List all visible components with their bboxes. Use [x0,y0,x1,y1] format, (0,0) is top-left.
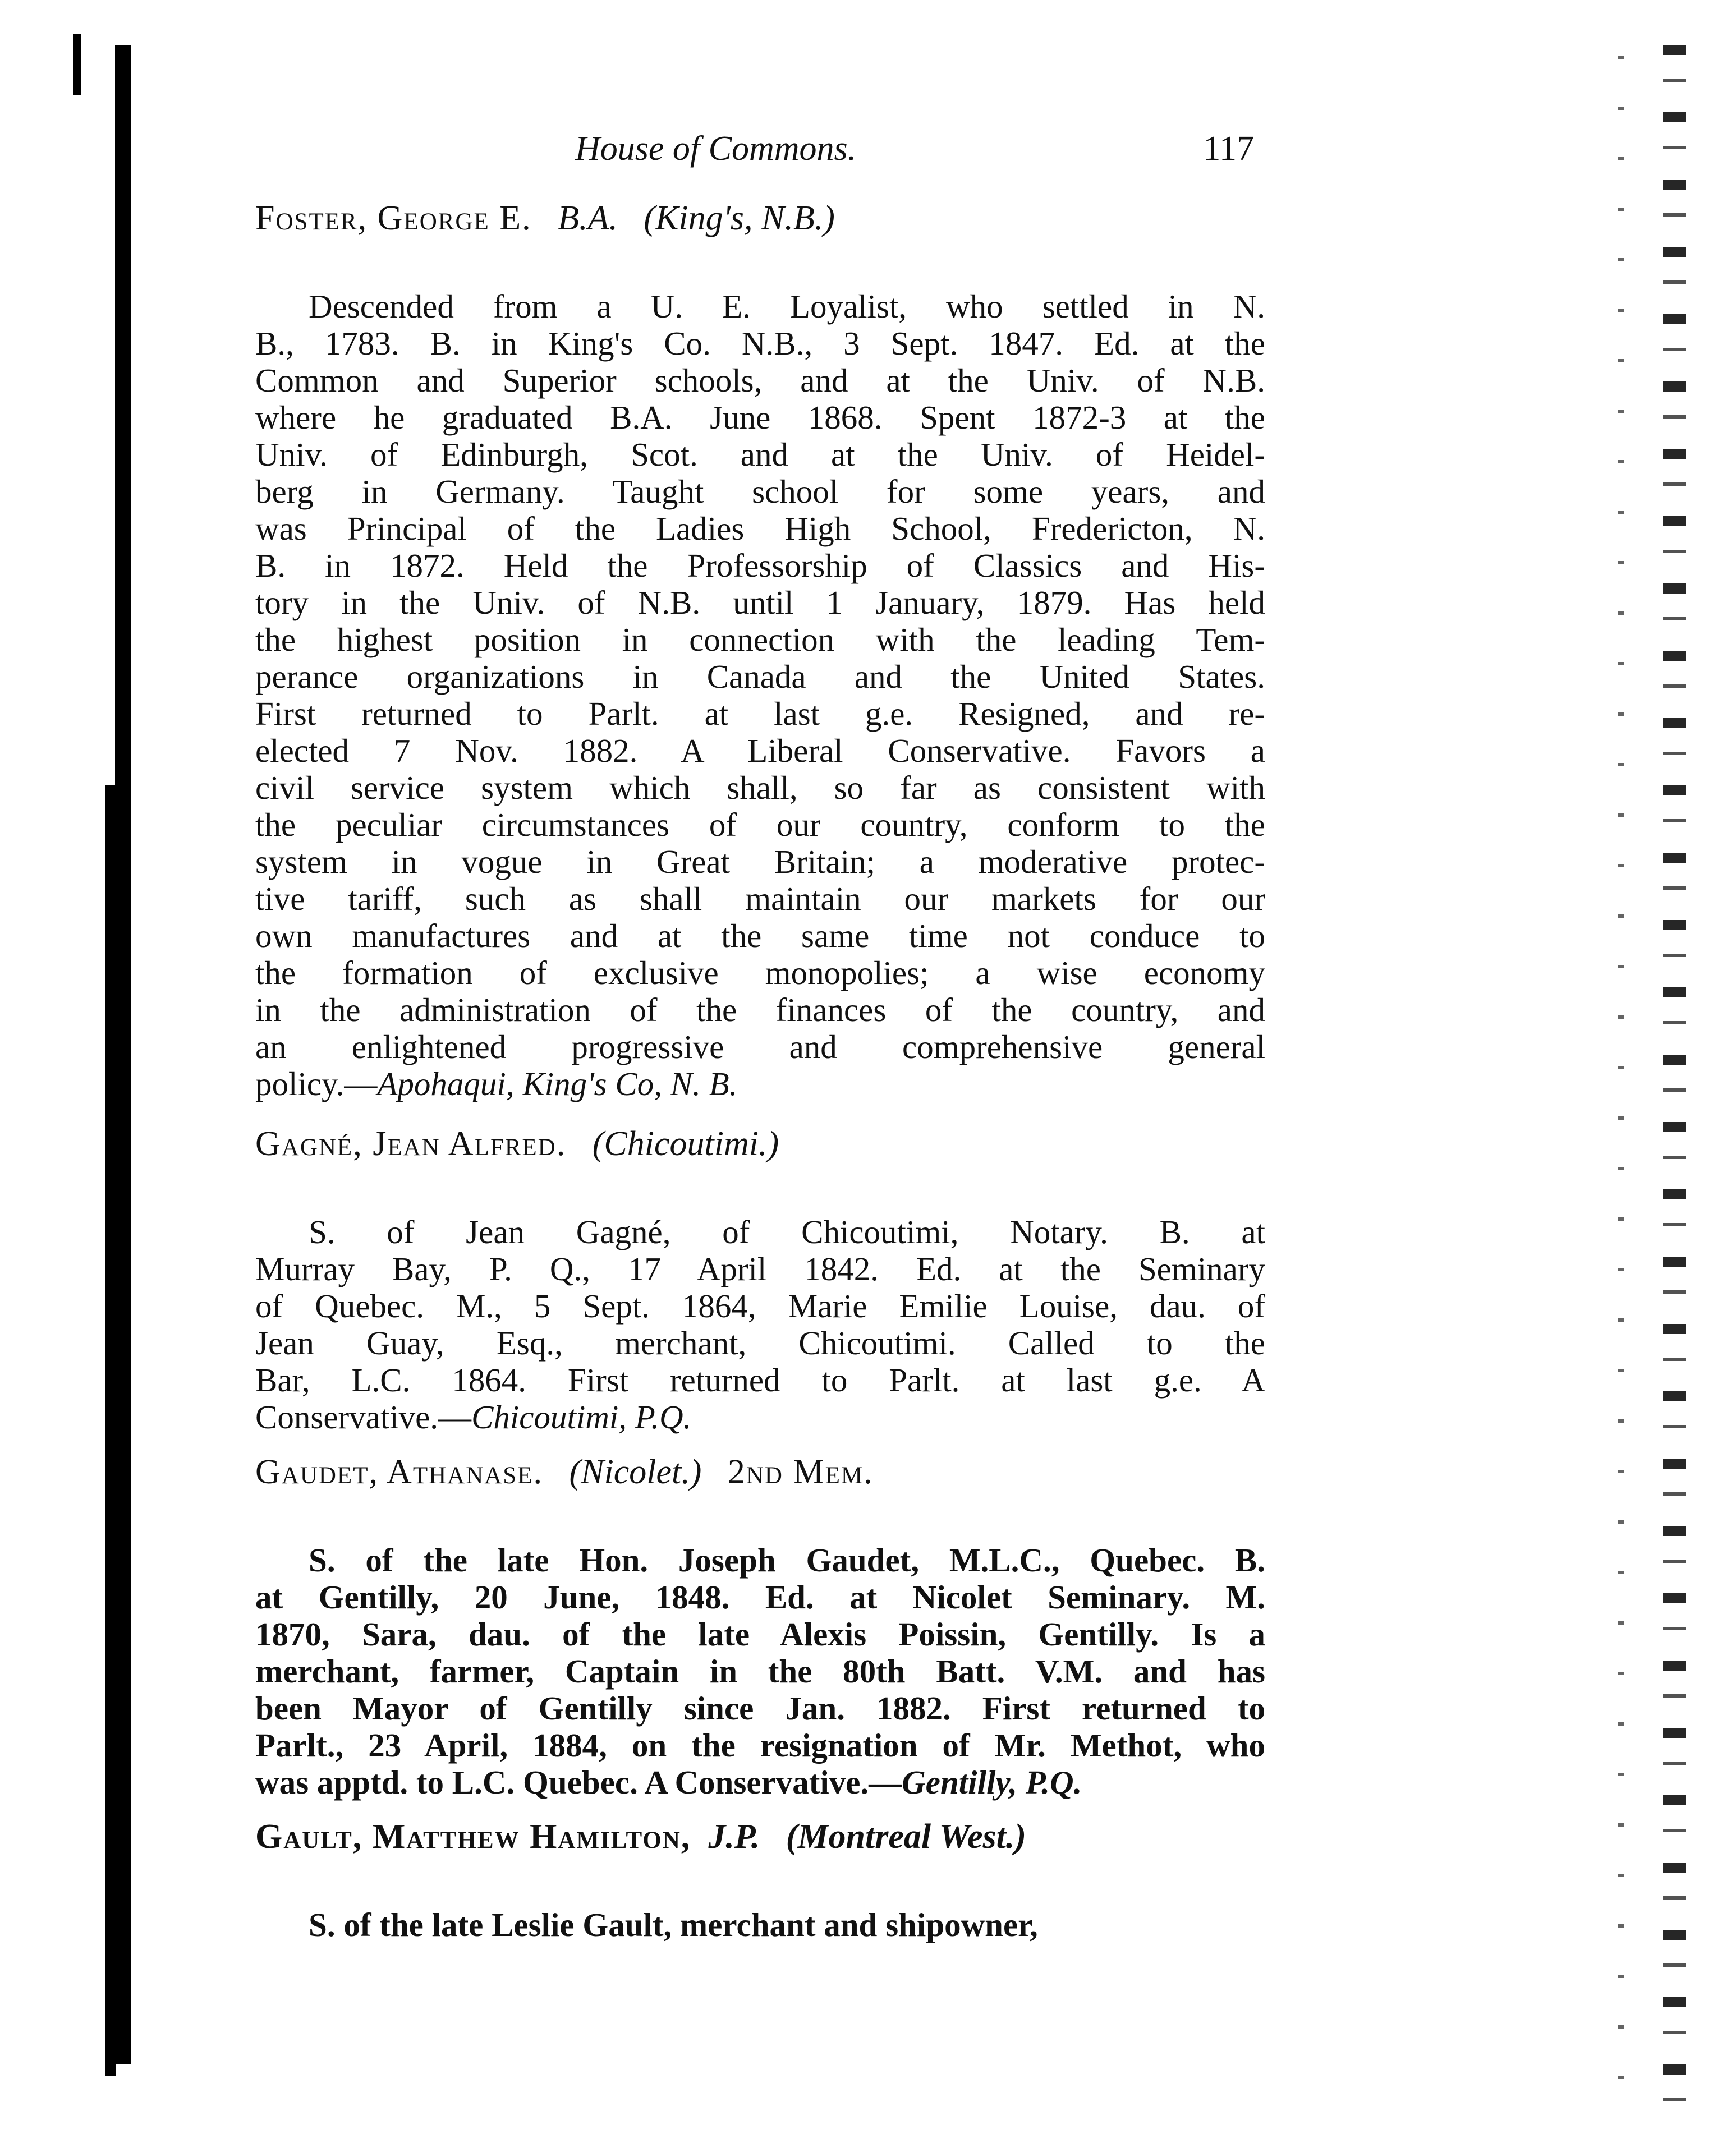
body-line-last [255,1065,1265,1102]
body-line: Common and Superior schools, and at the Univ. of N.B. [255,362,1265,399]
body-line: Bar, L.C. 1864. First returned to Parlt. at last g.e. A [255,1362,1265,1399]
body-line: own manufactures and at the same time not conduce to [255,917,1265,955]
entry-body [255,1213,1265,1436]
running-head [255,129,1265,174]
entry-gaudet [255,1453,1265,1801]
body-line: merchant, farmer, Captain in the 80th Batt. V.M. and has [255,1653,1265,1690]
entry-body [255,288,1265,1102]
member-qualifier: J.P. [708,1818,760,1856]
body-line: at Gentilly, 20 June, 1848. Ed. at Nicolet Seminary. M. [255,1579,1265,1616]
body-text: Conservative.— [255,1399,472,1436]
entry-heading [255,1818,1265,1856]
member-name: Gault, Matthew Hamilton, [255,1818,691,1856]
body-line: B. in 1872. Held the Professorship of Classics and His- [255,547,1265,585]
body-line: the peculiar circumstances of our country, conform to the [255,806,1265,844]
body-line: tory in the Univ. of N.B. until 1 January, 1879. Has held [255,584,1265,622]
body-line: Univ. of Edinburgh, Scot. and at the Univ. of Heidel- [255,436,1265,473]
entry-body [255,1906,1265,1943]
body-text: was apptd. to L.C. Quebec. A Conservative.— [255,1764,902,1801]
member-name: Gagné, Jean Alfred. [255,1125,567,1163]
member-name: Gaudet, Athanase. [255,1453,543,1491]
residence: Apohaqui, King's Co, N. B. [377,1065,738,1103]
scan-edge-noise [1663,45,1686,2109]
body-line: civil service system which shall, so far as consistent with [255,769,1265,807]
body-line: First returned to Parlt. at last g.e. Resigned, and re- [255,695,1265,733]
constituency: (Chicoutimi.) [592,1125,779,1163]
body-line: the highest position in connection with the leading Tem- [255,621,1265,659]
body-text: S. of the late Leslie Gault, merchant and shipowner, [309,1906,1038,1944]
body-line-last [255,1906,1265,1943]
member-name: Foster, George E. [255,199,532,237]
residence: Gentilly, P.Q. [902,1764,1082,1801]
body-line: Parlt., 23 April, 1884, on the resignation of Mr. Methot, who [255,1727,1265,1764]
body-line: 1870, Sara, dau. of the late Alexis Poissin, Gentilly. Is a [255,1616,1265,1653]
entry-heading [255,1453,1265,1491]
body-line: was Principal of the Ladies High School, Fredericton, N. [255,510,1265,548]
residence: Chicoutimi, P.Q. [471,1399,692,1436]
entry-body [255,1542,1265,1801]
body-line: Descended from a U. E. Loyalist, who settled in N. [309,288,1265,325]
body-line: perance organizations in Canada and the United States. [255,658,1265,696]
body-line-last [255,1399,1265,1436]
body-line: B., 1783. B. in King's Co. N.B., 3 Sept. 1847. Ed. at the [255,325,1265,362]
body-line: elected 7 Nov. 1882. A Liberal Conservative. Favors a [255,732,1265,770]
constituency: (Montreal West.) [786,1818,1027,1856]
page-number: 117 [1203,130,1254,168]
scan-binding-shadow [115,45,131,2064]
entry-heading [255,199,1265,237]
constituency: (King's, N.B.) [644,199,835,237]
body-line: been Mayor of Gentilly since Jan. 1882. First returned to [255,1690,1265,1727]
constituency: (Nicolet.) [569,1453,702,1491]
scan-binding-shadow-inner [105,785,116,2076]
entry-heading [255,1125,1265,1163]
body-line: in the administration of the finances of the country, and [255,991,1265,1029]
body-line: Jean Guay, Esq., merchant, Chicoutimi. Called to the [255,1325,1265,1362]
body-line: system in vogue in Great Britain; a moderative protec- [255,843,1265,881]
scan-edge-noise-inner [1618,56,1624,2098]
body-line: S. of the late Hon. Joseph Gaudet, M.L.C., Quebec. B. [309,1542,1265,1579]
body-line: where he graduated B.A. June 1868. Spent 1872-3 at the [255,399,1265,436]
body-line: an enlightened progressive and comprehensive general [255,1028,1265,1066]
member-note: 2nd Mem. [727,1453,874,1491]
member-qualifier: B.A. [558,199,618,237]
body-line: berg in Germany. Taught school for some years, and [255,473,1265,511]
body-line: of Quebec. M., 5 Sept. 1864, Marie Emilie Louise, dau. of [255,1287,1265,1325]
entry-gault [255,1818,1265,1943]
running-title: House of Commons. [575,130,857,168]
body-line: S. of Jean Gagné, of Chicoutimi, Notary. B. at [309,1213,1265,1251]
scan-binding-mark [73,34,81,95]
body-line: the formation of exclusive monopolies; a wise economy [255,954,1265,992]
body-line: tive tariff, such as shall maintain our markets for our [255,880,1265,918]
body-line: Murray Bay, P. Q., 17 April 1842. Ed. at the Seminary [255,1250,1265,1288]
body-line-last [255,1764,1265,1801]
entry-gagne [255,1125,1265,1436]
entry-foster [255,199,1265,1102]
body-text: policy.— [255,1065,378,1103]
